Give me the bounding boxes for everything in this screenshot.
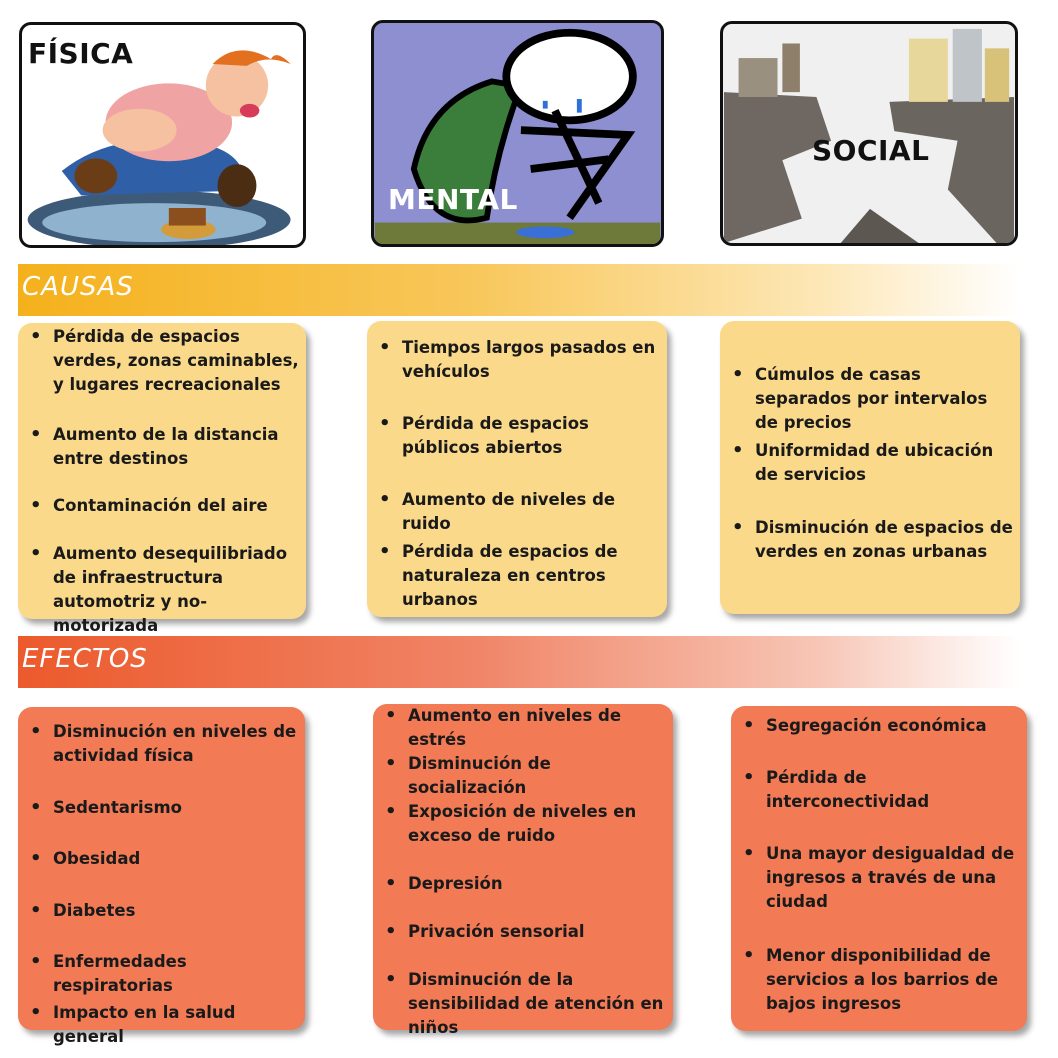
list-item: • Depresión bbox=[373, 872, 669, 896]
list-item: • Diabetes bbox=[18, 899, 301, 923]
panel-mental bbox=[371, 20, 664, 247]
list-item: • Impacto en la salud general bbox=[18, 1001, 301, 1049]
list-item: • Aumento desequilibriado de infraestructura automotriz y no-motorizada bbox=[18, 542, 302, 638]
efectos-card-social bbox=[731, 706, 1027, 1031]
list-item: • Exposición de niveles en exceso de ruido bbox=[373, 800, 669, 848]
list-item: • Disminución en niveles de actividad física bbox=[18, 720, 301, 768]
list-item: • Menor disponibilidad de servicios a los barrios de bajos ingresos bbox=[731, 944, 1023, 1016]
list-item: • Aumento de la distancia entre destinos bbox=[18, 423, 302, 471]
list-item: • Segregación económica bbox=[731, 714, 1023, 738]
list-item: • Pérdida de interconectividad bbox=[731, 766, 1023, 814]
list-item: • Contaminación del aire bbox=[18, 494, 302, 518]
list-item: • Enfermedades respiratorias bbox=[18, 950, 301, 998]
panel-social bbox=[720, 21, 1018, 246]
efectos-title: EFECTOS bbox=[22, 644, 148, 674]
efectos-banner bbox=[18, 636, 1020, 688]
list-item: • Tiempos largos pasados en vehículos bbox=[367, 336, 663, 384]
causas-banner bbox=[18, 264, 1020, 316]
panel-fisica bbox=[19, 22, 306, 248]
causas-card-mental bbox=[367, 321, 667, 617]
list-item: • Cúmulos de casas separados por intervalos de precios bbox=[720, 363, 1016, 435]
panel-label-social: SOCIAL bbox=[812, 134, 930, 167]
list-item: • Pérdida de espacios verdes, zonas caminables, y lugares recreacionales bbox=[18, 325, 302, 397]
panel-label-fisica: FÍSICA bbox=[28, 37, 134, 70]
list-item: • Pérdida de espacios públicos abiertos bbox=[367, 412, 663, 460]
list-item: • Uniformidad de ubicación de servicios bbox=[720, 439, 1016, 487]
list-item: • Disminución de socialización bbox=[373, 752, 669, 800]
causas-card-social bbox=[720, 321, 1020, 614]
causas-title: CAUSAS bbox=[22, 272, 134, 302]
list-item: • Obesidad bbox=[18, 847, 301, 871]
list-item: • Pérdida de espacios de naturaleza en centros urbanos bbox=[367, 540, 663, 612]
list-item: • Una mayor desigualdad de ingresos a través de una ciudad bbox=[731, 842, 1023, 914]
causas-card-fisica bbox=[18, 323, 306, 635]
efectos-card-mental bbox=[373, 704, 673, 1037]
list-item: • Aumento de niveles de ruido bbox=[367, 488, 663, 536]
list-item: • Aumento en niveles de estrés bbox=[373, 704, 669, 752]
list-item: • Disminución de la sensibilidad de atención en niños bbox=[373, 968, 669, 1040]
list-item: • Disminución de espacios de verdes en zonas urbanas bbox=[720, 516, 1016, 564]
list-item: • Sedentarismo bbox=[18, 796, 301, 820]
panel-label-mental: MENTAL bbox=[388, 183, 518, 216]
efectos-card-fisica bbox=[18, 707, 305, 1046]
list-item: • Privación sensorial bbox=[373, 920, 669, 944]
